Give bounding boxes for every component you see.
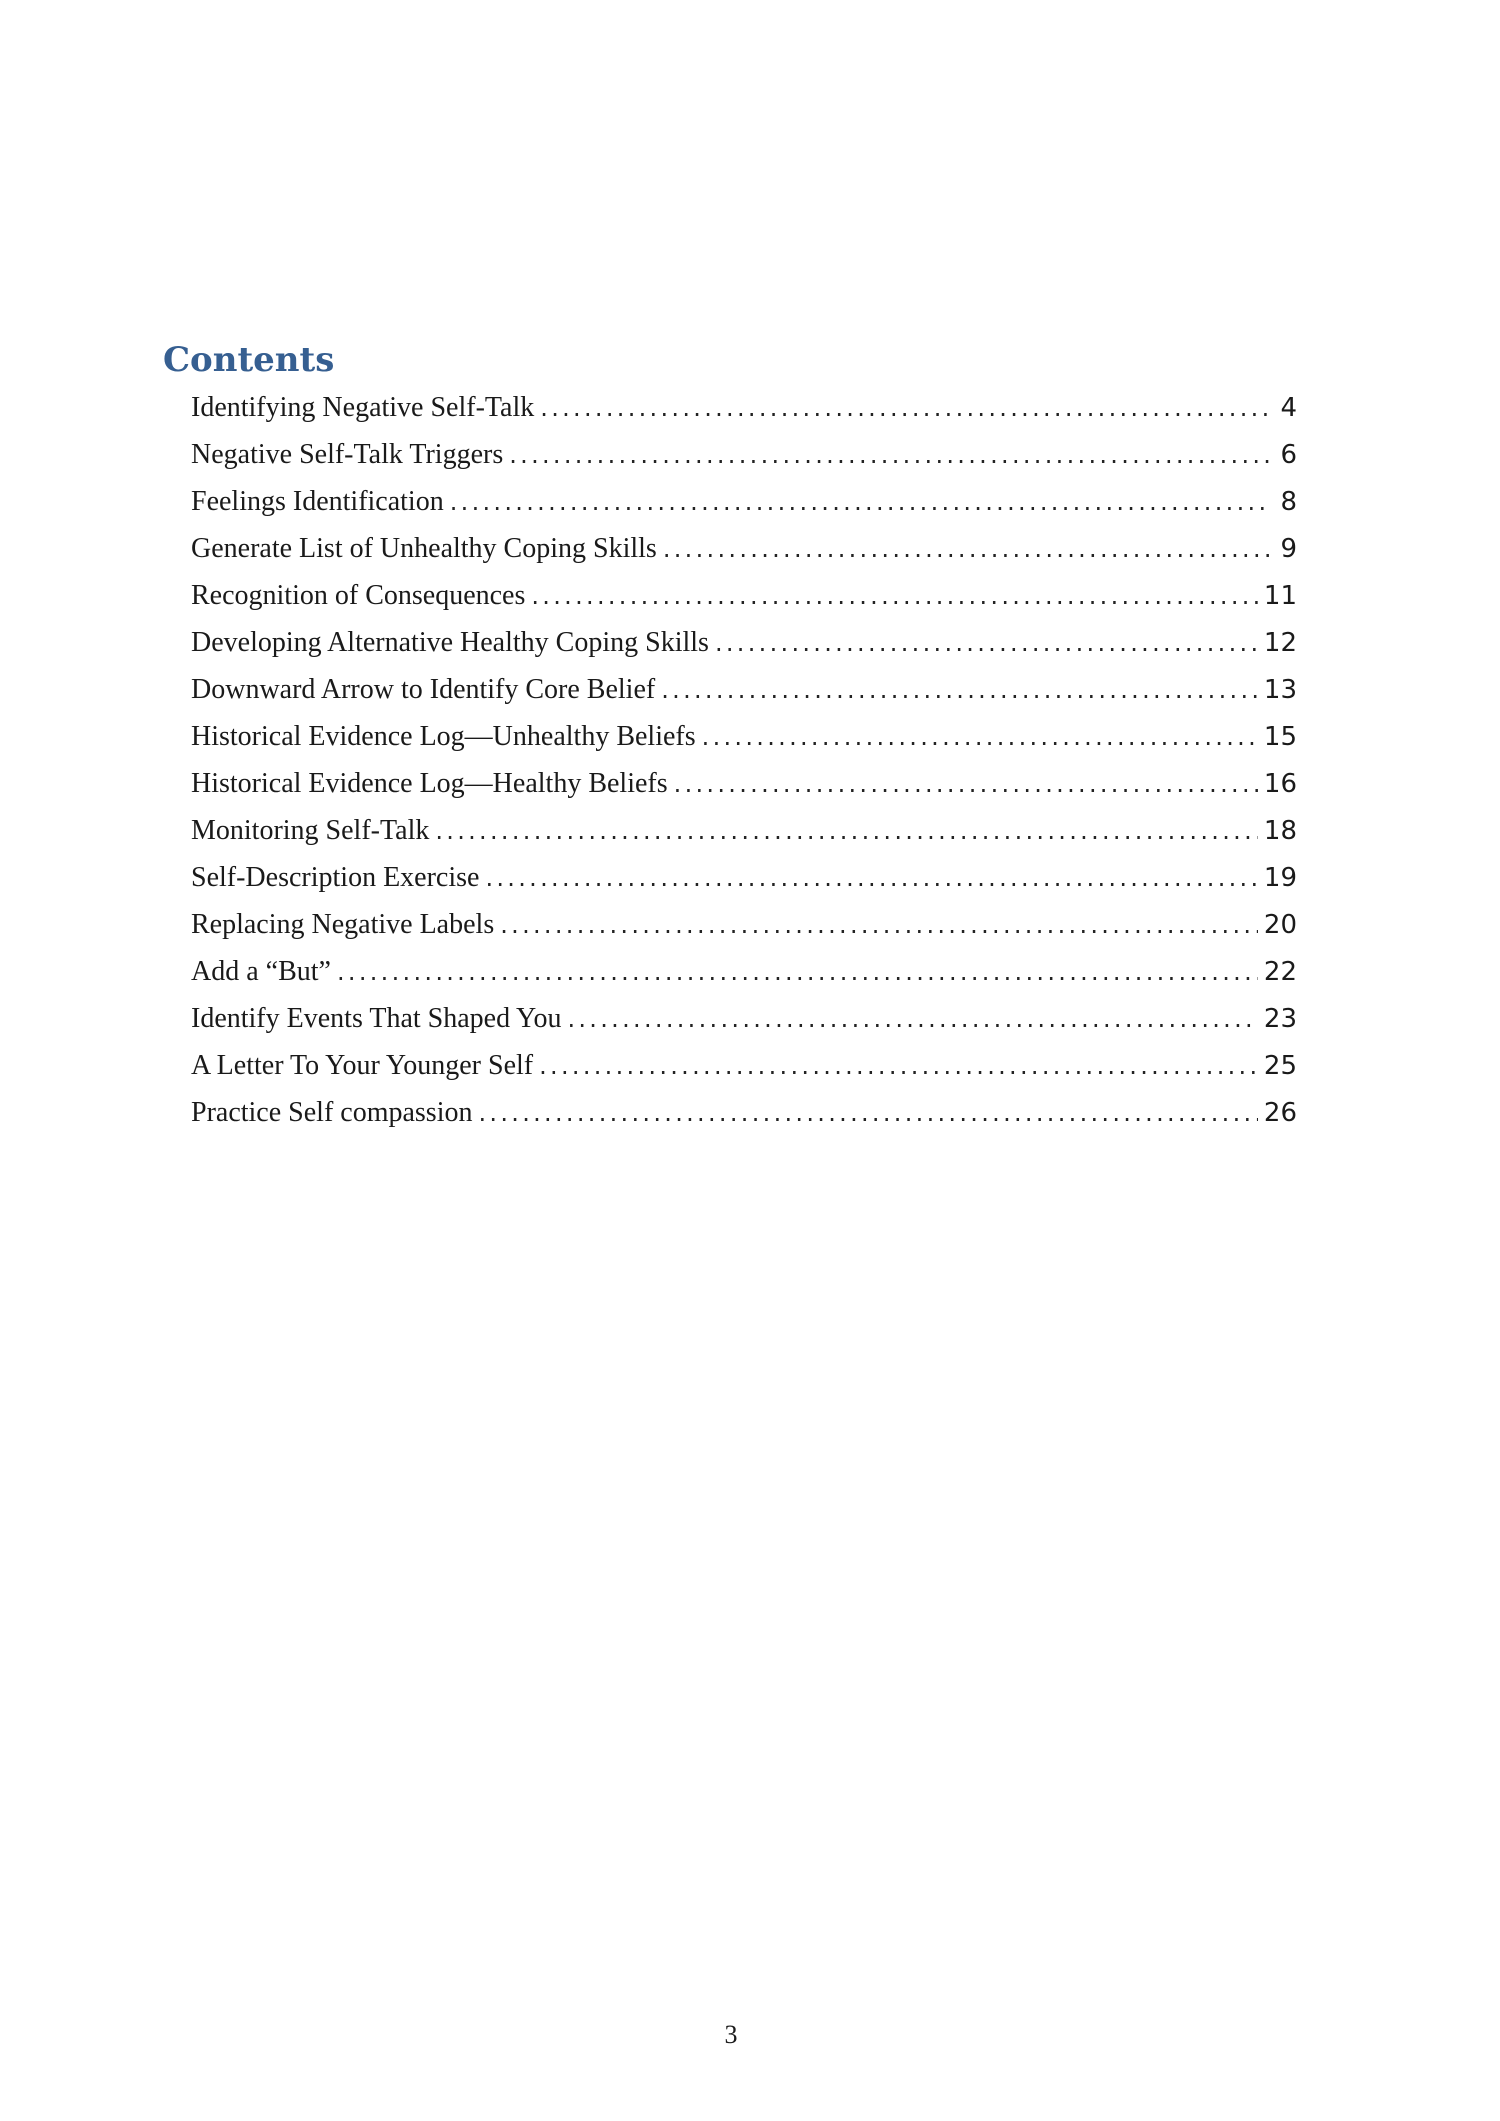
toc-entry[interactable] [191, 901, 1297, 948]
toc-entry-page-number: 4 [1280, 393, 1297, 423]
toc-entry[interactable] [191, 995, 1297, 1042]
toc-entry-title: Negative Self-Talk Triggers [191, 439, 504, 470]
toc-entry-title: Developing Alternative Healthy Coping Skills [191, 627, 709, 658]
toc-entry-page-number: 19 [1263, 863, 1297, 893]
toc-entry-title: A Letter To Your Younger Self [191, 1050, 534, 1081]
toc-entry-title: Generate List of Unhealthy Coping Skills [191, 533, 657, 564]
toc-entry[interactable] [191, 431, 1297, 478]
toc-dot-leader [450, 479, 1271, 525]
toc-entry-title: Add a “But” [191, 956, 331, 987]
toc-entry[interactable] [191, 1042, 1297, 1089]
toc-entry-title: Identify Events That Shaped You [191, 1003, 562, 1034]
toc-dot-leader [435, 808, 1258, 854]
toc-dot-leader [539, 1043, 1258, 1089]
toc-entry-title: Historical Evidence Log—Unhealthy Beliefs [191, 721, 696, 752]
toc-entry-title: Replacing Negative Labels [191, 909, 495, 940]
toc-entry-page-number: 16 [1263, 769, 1297, 799]
toc-dot-leader [540, 385, 1271, 431]
toc-entry[interactable] [191, 807, 1297, 854]
toc-dot-leader [661, 667, 1258, 713]
toc-entry[interactable] [191, 1089, 1297, 1136]
toc-entry-title: Monitoring Self-Talk [191, 815, 430, 846]
toc-list [191, 384, 1297, 1136]
toc-dot-leader [509, 432, 1271, 478]
toc-entry-title: Recognition of Consequences [191, 580, 526, 611]
toc-entry-page-number: 20 [1263, 910, 1297, 940]
toc-entry-page-number: 13 [1263, 675, 1297, 705]
toc-entry[interactable] [191, 666, 1297, 713]
toc-dot-leader [715, 620, 1258, 666]
toc-entry-page-number: 22 [1263, 957, 1297, 987]
toc-dot-leader [702, 714, 1258, 760]
toc-entry-title: Downward Arrow to Identify Core Belief [191, 674, 656, 705]
toc-entry-title: Practice Self compassion [191, 1097, 473, 1128]
toc-entry[interactable] [191, 854, 1297, 901]
toc-heading: Contents [163, 340, 335, 380]
toc-entry[interactable] [191, 478, 1297, 525]
toc-entry-page-number: 23 [1263, 1004, 1297, 1034]
toc-entry-page-number: 15 [1263, 722, 1297, 752]
toc-entry-title: Historical Evidence Log—Healthy Beliefs [191, 768, 668, 799]
toc-entry-page-number: 9 [1280, 534, 1297, 564]
toc-entry-page-number: 18 [1263, 816, 1297, 846]
toc-entry[interactable] [191, 713, 1297, 760]
toc-entry-page-number: 26 [1263, 1098, 1297, 1128]
toc-dot-leader [337, 949, 1258, 995]
toc-entry-page-number: 6 [1280, 440, 1297, 470]
toc-entry-page-number: 12 [1263, 628, 1297, 658]
toc-entry-page-number: 11 [1263, 581, 1297, 611]
toc-entry-page-number: 25 [1263, 1051, 1297, 1081]
toc-entry[interactable] [191, 619, 1297, 666]
toc-dot-leader [567, 996, 1257, 1042]
toc-entry[interactable] [191, 948, 1297, 995]
toc-dot-leader [531, 573, 1258, 619]
toc-dot-leader [500, 902, 1258, 948]
toc-entry[interactable] [191, 384, 1297, 431]
page-number: 3 [724, 2020, 738, 2049]
toc-entry-title: Self-Description Exercise [191, 862, 480, 893]
toc-entry[interactable] [191, 525, 1297, 572]
toc-entry[interactable] [191, 760, 1297, 807]
toc-dot-leader [478, 1090, 1257, 1136]
toc-entry-title: Identifying Negative Self-Talk [191, 392, 535, 423]
toc-entry-title: Feelings Identification [191, 486, 444, 517]
toc-dot-leader [663, 526, 1271, 572]
toc-entry[interactable] [191, 572, 1297, 619]
toc-dot-leader [485, 855, 1257, 901]
toc-dot-leader [674, 761, 1258, 807]
toc-entry-page-number: 8 [1280, 487, 1297, 517]
